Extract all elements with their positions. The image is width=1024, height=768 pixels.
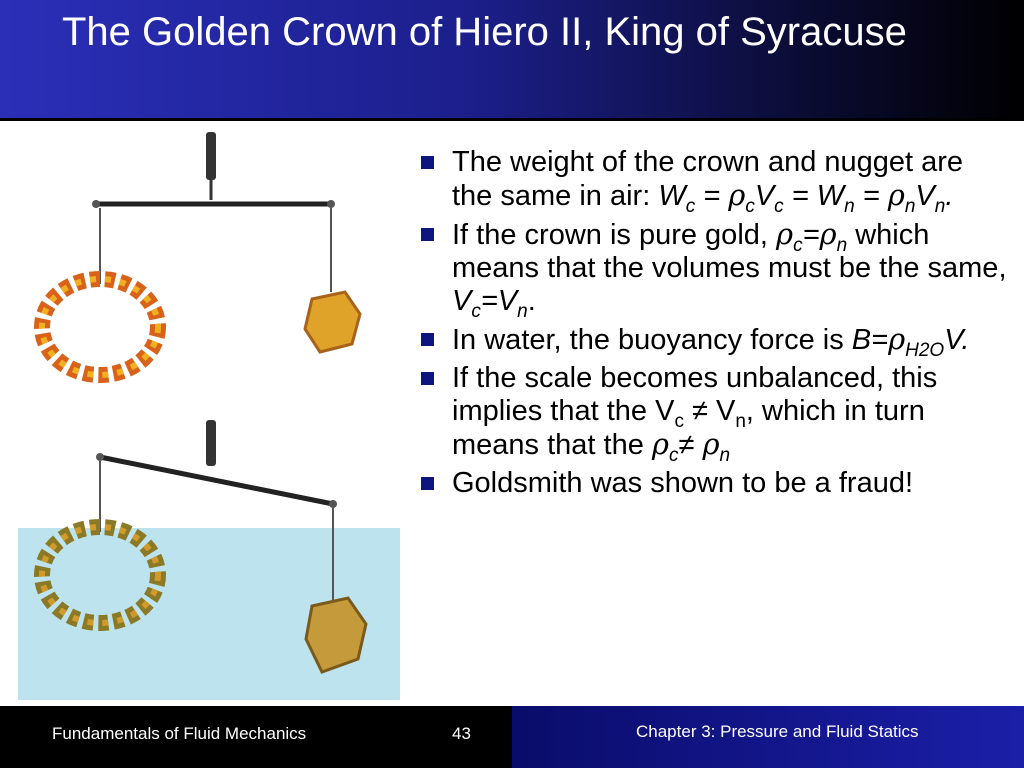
square-bullet-icon [421,156,434,169]
title-divider [0,118,1024,121]
crown-balance-illustration [0,124,405,704]
gold-nugget-top [305,292,360,352]
bullet-list [418,146,1008,505]
gold-nugget-bottom [306,598,366,672]
bullet-unbalanced: If the scale becomes unbalanced, this implies that the $V_c \ne V_n$, which in turn means that the $\rho_c\ne \rho_n$ [418,362,1008,462]
footer-course-title: Fundamentals of Fluid Mechanics [52,724,307,743]
square-bullet-icon [421,228,434,241]
square-bullet-icon [421,333,434,346]
slide-number: 43 [452,724,471,743]
hanger-bottom [206,420,216,466]
bullet-pure-gold: If the crown is pure gold, $\rho_c=\rho_n$ which means that the volumes must be the same, $V_c=V_n$. [418,218,1008,318]
square-bullet-icon [421,477,434,490]
slide-title: The Golden Crown of Hiero II, King of Syracuse [62,10,907,54]
bullet-buoyancy: In water, the buoyancy force is $B=\rho_{H2O}V$. [418,323,1008,357]
square-bullet-icon [421,372,434,385]
bullet-goldsmith: Goldsmith was shown to be a fraud! [418,467,1008,500]
hanger-top [206,132,216,180]
bullet-weight-in-air: The weight of the crown and nugget are the same in air: $W_c = \rho_cV_c = W_n = \rho_nV_n$. [418,146,1008,213]
balance-in-air [42,132,360,375]
beam-bottom [100,457,333,504]
crown-top [42,279,158,375]
footer-chapter: Chapter 3: Pressure and Fluid Statics [636,722,919,741]
